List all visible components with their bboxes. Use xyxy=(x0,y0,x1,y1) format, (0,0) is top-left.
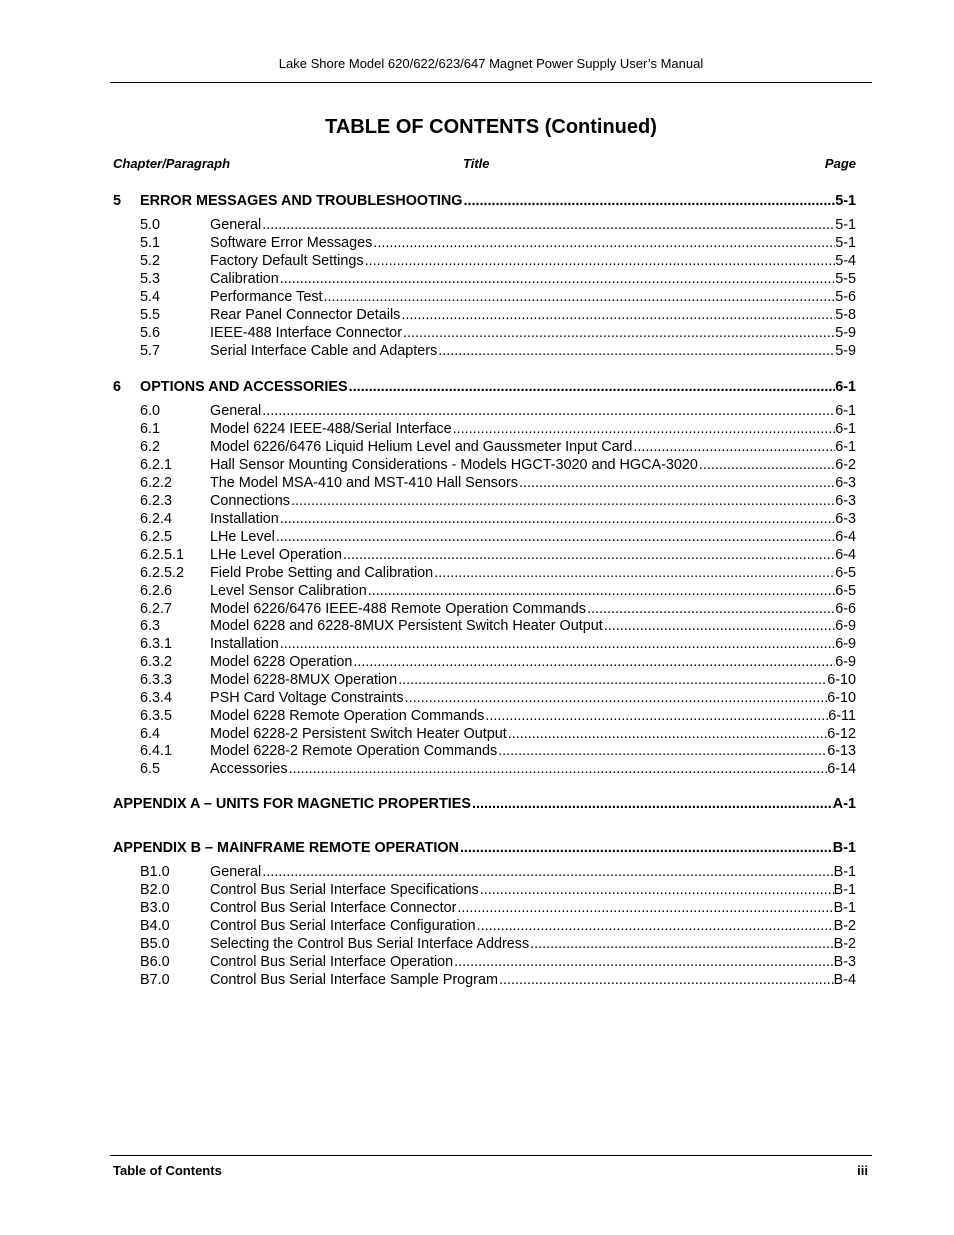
toc-entry[interactable] xyxy=(113,528,856,546)
toc-entry-number: 6.3.4 xyxy=(140,690,173,706)
toc-entry-line xyxy=(210,324,856,342)
toc-entry[interactable] xyxy=(113,971,856,989)
dot-leader xyxy=(279,635,835,653)
footer-rule xyxy=(110,1155,872,1156)
toc-entry[interactable] xyxy=(113,617,856,635)
toc-entry-page: 6-1 xyxy=(835,379,856,395)
toc-entry-page: 5-6 xyxy=(835,289,856,305)
dot-leader xyxy=(437,342,835,360)
toc-entry-line xyxy=(210,953,856,971)
toc-entry-number: 6.2.5 xyxy=(140,529,173,545)
dot-leader xyxy=(476,917,834,935)
toc-entry-number: B6.0 xyxy=(140,954,170,970)
toc-entry-line xyxy=(210,438,856,456)
dot-leader xyxy=(452,420,836,438)
toc-entry[interactable] xyxy=(113,492,856,510)
dot-leader xyxy=(323,288,836,306)
toc-entry-title: The Model MSA-410 and MST-410 Hall Sensors xyxy=(210,475,518,491)
toc-entry-title: Model 6228-8MUX Operation xyxy=(210,672,398,688)
dot-leader xyxy=(459,839,833,857)
dot-leader xyxy=(288,760,828,778)
toc-entry-number: 5.3 xyxy=(140,271,161,287)
toc-entry-line xyxy=(210,653,856,671)
toc-entry[interactable] xyxy=(113,671,856,689)
toc-entry-title: Control Bus Serial Interface Connector xyxy=(210,900,457,916)
toc-entry-line xyxy=(210,216,856,234)
toc-entry-title: Control Bus Serial Interface Operation xyxy=(210,954,454,970)
toc-entry[interactable] xyxy=(113,456,856,474)
toc-entry[interactable] xyxy=(113,420,856,438)
toc-entry-title: Rear Panel Connector Details xyxy=(210,307,401,323)
toc-entry-line xyxy=(210,252,856,270)
toc-entry-page: 5-5 xyxy=(835,271,856,287)
dot-leader xyxy=(433,564,835,582)
toc-entry[interactable] xyxy=(113,252,856,270)
toc-entry-page: 6-6 xyxy=(835,601,856,617)
toc-entry[interactable] xyxy=(113,707,856,725)
toc-entry-page: 6-10 xyxy=(827,672,856,688)
toc-entry-number: B3.0 xyxy=(140,900,170,916)
footer-page-number: iii xyxy=(857,1163,868,1178)
toc-entry-title: Model 6228 and 6228-8MUX Persistent Switch Heater Output xyxy=(210,618,603,634)
dot-leader xyxy=(348,378,836,396)
column-header-page: Page xyxy=(824,156,856,171)
toc-entry-line xyxy=(210,564,856,582)
toc-entry[interactable] xyxy=(113,342,856,360)
dot-leader xyxy=(603,617,835,635)
toc-entry-page: 6-4 xyxy=(835,529,856,545)
toc-entry[interactable] xyxy=(113,270,856,288)
toc-entry-title: Level Sensor Calibration xyxy=(210,583,367,599)
toc-entry-page: 6-11 xyxy=(828,708,856,724)
toc-entry-title: General xyxy=(210,864,262,880)
toc-entry-number: 6 xyxy=(113,379,122,395)
toc-entry-number: 6.2.3 xyxy=(140,493,173,509)
toc-entry[interactable] xyxy=(113,635,856,653)
toc-entry-page: 6-10 xyxy=(827,690,856,706)
toc-entry-page: 6-9 xyxy=(835,654,856,670)
toc-entry-number: 6.2.5.2 xyxy=(140,565,185,581)
dot-leader xyxy=(462,192,835,210)
toc-entry-title: Calibration xyxy=(210,271,279,287)
toc-entry[interactable] xyxy=(113,917,856,935)
toc-entry-title: Selecting the Control Bus Serial Interface Address xyxy=(210,936,530,952)
dot-leader xyxy=(402,324,835,342)
toc-entry-line xyxy=(210,725,856,743)
toc-entry-title: Control Bus Serial Interface Configuration xyxy=(210,918,476,934)
toc-entry-title: Serial Interface Cable and Adapters xyxy=(210,343,438,359)
dot-leader xyxy=(498,971,834,989)
toc-entry-page: 6-9 xyxy=(835,618,856,634)
toc-entry-number: 6.1 xyxy=(140,421,161,437)
toc-entry-number: 6.3.5 xyxy=(140,708,173,724)
dot-leader xyxy=(698,456,835,474)
toc-entry-line xyxy=(210,456,856,474)
toc-entry-line xyxy=(210,899,856,917)
toc-entry-line xyxy=(210,917,856,935)
toc-entry-line xyxy=(210,863,856,881)
toc-entry-line xyxy=(210,528,856,546)
toc-entry-page: B-2 xyxy=(833,918,856,934)
toc-entry-page: 6-3 xyxy=(835,475,856,491)
dot-leader xyxy=(400,306,835,324)
toc-entry-line xyxy=(113,795,856,813)
toc-chapter-entry[interactable] xyxy=(113,192,856,210)
toc-entry-number: 6.2.4 xyxy=(140,511,173,527)
toc-entry-line xyxy=(210,474,856,492)
toc-entry[interactable] xyxy=(113,899,856,917)
dot-leader xyxy=(471,795,833,813)
toc-entry-page: B-1 xyxy=(833,864,856,880)
toc-entry-number: 6.2.5.1 xyxy=(140,547,185,563)
dot-leader xyxy=(397,671,827,689)
toc-entry-title: Model 6228 Remote Operation Commands xyxy=(210,708,485,724)
toc-entry-title: Installation xyxy=(210,511,279,527)
toc-entry-title: Installation xyxy=(210,636,279,652)
toc-entry-page: 5-4 xyxy=(835,253,856,269)
toc-entry-page: 5-1 xyxy=(835,193,856,209)
toc-entry-page: 6-9 xyxy=(835,636,856,652)
toc-entry-line xyxy=(210,402,856,420)
toc-entry-title: LHe Level xyxy=(210,529,275,545)
dot-leader xyxy=(507,725,827,743)
dot-leader xyxy=(261,863,833,881)
toc-entry[interactable] xyxy=(113,953,856,971)
toc-entry-line xyxy=(210,234,856,252)
toc-entry-title: Control Bus Serial Interface Sample Program xyxy=(210,972,498,988)
toc-entry-title: Hall Sensor Mounting Considerations - Models HGCT-3020 and HGCA-3020 xyxy=(210,457,698,473)
toc-entry-line xyxy=(210,742,856,760)
toc-entry[interactable] xyxy=(113,324,856,342)
toc-entry-page: 5-9 xyxy=(835,343,856,359)
toc-entry-number: B5.0 xyxy=(140,936,170,952)
toc-entry-line xyxy=(210,270,856,288)
toc-entry[interactable] xyxy=(113,760,856,778)
toc-entry-number: 6.2 xyxy=(140,439,161,455)
toc-entry-page: B-4 xyxy=(833,972,856,988)
toc-entry-line xyxy=(140,378,856,396)
toc-entry-line xyxy=(210,971,856,989)
toc-entry-title: Field Probe Setting and Calibration xyxy=(210,565,434,581)
toc-entry[interactable] xyxy=(113,438,856,456)
toc-entry-title: General xyxy=(210,217,262,233)
toc-entry-page: 6-1 xyxy=(835,439,856,455)
toc-entry[interactable] xyxy=(113,689,856,707)
dot-leader xyxy=(456,899,833,917)
toc-entry[interactable] xyxy=(113,881,856,899)
toc-entry-page: 6-3 xyxy=(835,493,856,509)
toc-entry-title: LHe Level Operation xyxy=(210,547,342,563)
dot-leader xyxy=(632,438,835,456)
toc-entry-line xyxy=(210,582,856,600)
dot-leader xyxy=(279,270,835,288)
toc-entry-number: 5.7 xyxy=(140,343,161,359)
toc-entry-number: B1.0 xyxy=(140,864,170,880)
dot-leader xyxy=(404,689,828,707)
toc-entry-title: Model 6226/6476 Liquid Helium Level and Gaussmeter Input Card xyxy=(210,439,633,455)
toc-entry-title: PSH Card Voltage Constraints xyxy=(210,690,404,706)
toc-entry[interactable] xyxy=(113,725,856,743)
toc-entry[interactable] xyxy=(113,863,856,881)
toc-entry-title: APPENDIX B – MAINFRAME REMOTE OPERATION xyxy=(113,840,459,856)
toc-entry-number: 6.3.3 xyxy=(140,672,173,688)
toc-entry-title: Accessories xyxy=(210,761,288,777)
dot-leader xyxy=(261,402,835,420)
toc-entry-line xyxy=(210,510,856,528)
toc-entry-number: 6.4 xyxy=(140,726,161,742)
toc-entry[interactable] xyxy=(113,600,856,618)
toc-entry-line xyxy=(210,635,856,653)
toc-entry[interactable] xyxy=(113,653,856,671)
toc-entry-number: 5.4 xyxy=(140,289,161,305)
dot-leader xyxy=(290,492,835,510)
dot-leader xyxy=(275,528,835,546)
toc-entry-line xyxy=(210,546,856,564)
toc-entry-number: 6.2.2 xyxy=(140,475,173,491)
toc-entry-line xyxy=(210,492,856,510)
toc-entry[interactable] xyxy=(113,402,856,420)
toc-entry-number: B4.0 xyxy=(140,918,170,934)
toc-entry-page: 5-1 xyxy=(835,217,856,233)
toc-entry-number: B2.0 xyxy=(140,882,170,898)
dot-leader xyxy=(279,510,835,528)
toc-entry-page: 6-5 xyxy=(835,583,856,599)
toc-entry-number: 5.0 xyxy=(140,217,161,233)
toc-entry-line xyxy=(210,881,856,899)
toc-entry-number: B7.0 xyxy=(140,972,170,988)
toc-entry-page: 6-2 xyxy=(835,457,856,473)
footer-section-name: Table of Contents xyxy=(113,1163,222,1178)
toc-entry[interactable] xyxy=(113,474,856,492)
toc-entry-line xyxy=(210,420,856,438)
toc-entry[interactable] xyxy=(113,742,856,760)
toc-entry-title: Model 6228-2 Remote Operation Commands xyxy=(210,743,498,759)
dot-leader xyxy=(497,742,827,760)
toc-entry-page: 5-1 xyxy=(835,235,856,251)
toc-chapter-entry[interactable] xyxy=(113,378,856,396)
toc-entry-line xyxy=(210,707,856,725)
toc-entry-number: 6.4.1 xyxy=(140,743,173,759)
toc-entry-title: General xyxy=(210,403,262,419)
dot-leader xyxy=(586,600,835,618)
page-title: TABLE OF CONTENTS (Continued) xyxy=(325,116,657,138)
toc-entry[interactable] xyxy=(113,510,856,528)
toc-entry-title: Software Error Messages xyxy=(210,235,373,251)
toc-entry-page: B-2 xyxy=(833,936,856,952)
toc-entry-line xyxy=(210,342,856,360)
toc-entry-title: Connections xyxy=(210,493,290,509)
toc-entry-page: 6-1 xyxy=(835,421,856,437)
toc-entry[interactable] xyxy=(113,564,856,582)
toc-entry-page: 5-8 xyxy=(835,307,856,323)
toc-entry-page: 6-4 xyxy=(835,547,856,563)
toc-entry-number: 6.3 xyxy=(140,618,161,634)
toc-entry-number: 6.5 xyxy=(140,761,161,777)
toc-entry-number: 5.1 xyxy=(140,235,161,251)
toc-entry-line xyxy=(140,192,856,210)
toc-entry-line xyxy=(210,671,856,689)
dot-leader xyxy=(484,707,828,725)
toc-entry-page: B-3 xyxy=(833,954,856,970)
dot-leader xyxy=(453,953,833,971)
toc-entry-number: 6.2.6 xyxy=(140,583,173,599)
column-header-title: Title xyxy=(463,156,490,171)
toc-entry[interactable] xyxy=(113,234,856,252)
toc-entry-page: 6-1 xyxy=(835,403,856,419)
toc-entry-number: 5.2 xyxy=(140,253,161,269)
toc-entry-page: B-1 xyxy=(832,840,856,856)
toc-entry[interactable] xyxy=(113,288,856,306)
toc-entry-page: 6-12 xyxy=(827,726,856,742)
toc-entry-number: 6.3.1 xyxy=(140,636,173,652)
toc-entry-number: 6.2.7 xyxy=(140,601,173,617)
toc-entry-line xyxy=(210,288,856,306)
dot-leader xyxy=(364,252,836,270)
toc-entry[interactable] xyxy=(113,216,856,234)
toc-entry-page: B-1 xyxy=(833,900,856,916)
toc-entry-title: OPTIONS AND ACCESSORIES xyxy=(140,379,348,395)
dot-leader xyxy=(529,935,833,953)
toc-entry-page: 6-3 xyxy=(835,511,856,527)
toc-appendix-entry[interactable] xyxy=(113,839,856,857)
toc-entry-number: 6.0 xyxy=(140,403,161,419)
toc-entry-title: Model 6224 IEEE-488/Serial Interface xyxy=(210,421,452,437)
toc-entry[interactable] xyxy=(113,935,856,953)
dot-leader xyxy=(479,881,834,899)
toc-entry-title: Model 6226/6476 IEEE-488 Remote Operation Commands xyxy=(210,601,586,617)
toc-entry-page: 6-14 xyxy=(827,761,856,777)
toc-entry-title: IEEE-488 Interface Connector xyxy=(210,325,402,341)
toc-entry-page: A-1 xyxy=(832,796,856,812)
toc-entry-page: B-1 xyxy=(833,882,856,898)
dot-leader xyxy=(342,546,835,564)
toc-entry-line xyxy=(210,600,856,618)
toc-entry-page: 6-13 xyxy=(827,743,856,759)
toc-appendix-entry[interactable] xyxy=(113,795,856,813)
toc-entry-number: 5.6 xyxy=(140,325,161,341)
toc-entry-line xyxy=(210,760,856,778)
dot-leader xyxy=(518,474,835,492)
toc-entry[interactable] xyxy=(113,306,856,324)
toc-entry-title: APPENDIX A – UNITS FOR MAGNETIC PROPERTIES xyxy=(113,796,471,812)
toc-entry[interactable] xyxy=(113,546,856,564)
toc-entry-page: 5-9 xyxy=(835,325,856,341)
toc-entry-title: ERROR MESSAGES AND TROUBLESHOOTING xyxy=(140,193,463,209)
dot-leader xyxy=(367,582,835,600)
toc-entry-title: Performance Test xyxy=(210,289,323,305)
toc-entry-line xyxy=(210,689,856,707)
toc-entry[interactable] xyxy=(113,582,856,600)
toc-entry-page: 6-5 xyxy=(835,565,856,581)
toc-entry-line xyxy=(210,935,856,953)
toc-entry-title: Model 6228-2 Persistent Switch Heater Output xyxy=(210,726,507,742)
toc-entry-line xyxy=(113,839,856,857)
dot-leader xyxy=(261,216,835,234)
toc-entry-number: 5 xyxy=(113,193,122,209)
column-header-chapter: Chapter/Paragraph xyxy=(113,156,231,171)
toc-entry-line xyxy=(210,306,856,324)
toc-entry-title: Control Bus Serial Interface Specifications xyxy=(210,882,479,898)
toc-entry-line xyxy=(210,617,856,635)
toc-entry-title: Model 6228 Operation xyxy=(210,654,353,670)
running-header: Lake Shore Model 620/622/623/647 Magnet Power Supply User’s Manual xyxy=(278,56,704,71)
dot-leader xyxy=(372,234,835,252)
toc-entry-number: 6.2.1 xyxy=(140,457,173,473)
toc-entry-title: Factory Default Settings xyxy=(210,253,364,269)
toc-entry-number: 5.5 xyxy=(140,307,161,323)
dot-leader xyxy=(352,653,835,671)
toc-entry-number: 6.3.2 xyxy=(140,654,173,670)
